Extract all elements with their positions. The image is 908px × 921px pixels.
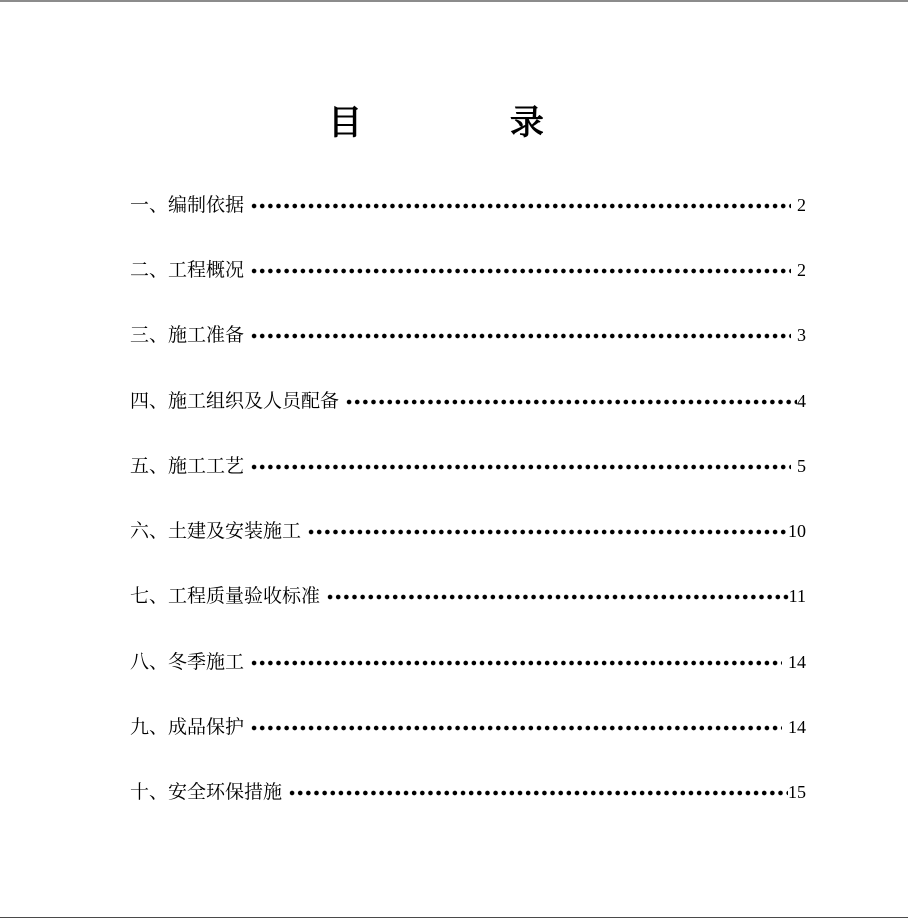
toc-entry-label: 二、工程概况: [130, 258, 245, 281]
toc-entry-label: 五、施工工艺: [130, 454, 245, 477]
toc-entry-10[interactable]: [130, 760, 806, 825]
toc-entry-page: 15: [788, 782, 806, 803]
toc-entry-page: 14: [788, 651, 806, 672]
bottom-border: [0, 917, 908, 918]
toc-entry-page: 4: [797, 390, 806, 411]
toc-entry-label: 十、安全环保措施: [130, 781, 283, 804]
toc-entry-4[interactable]: [130, 368, 806, 433]
dot-leader: [250, 268, 791, 274]
toc-entry-7[interactable]: [130, 564, 806, 629]
dot-leader: [345, 399, 797, 405]
toc-entry-page: 14: [788, 717, 806, 738]
top-border: [0, 0, 908, 2]
toc-entry-9[interactable]: [130, 694, 806, 759]
toc-entry-page: 10: [788, 521, 806, 542]
dot-leader: [250, 660, 782, 666]
dot-leader: [250, 725, 782, 731]
toc-entry-1[interactable]: [130, 172, 806, 237]
toc-entry-label: 八、冬季施工: [130, 650, 245, 673]
toc-entry-page: 3: [797, 325, 806, 346]
toc-entry-label: 六、土建及安装施工: [130, 520, 302, 543]
dot-leader: [307, 529, 788, 535]
toc-entry-label: 四、施工组织及人员配备: [130, 389, 340, 412]
table-of-contents: [130, 172, 806, 825]
toc-entry-6[interactable]: [130, 498, 806, 563]
toc-entry-8[interactable]: [130, 629, 806, 694]
dot-leader: [288, 790, 788, 796]
toc-entry-label: 三、施工准备: [130, 324, 245, 347]
toc-entry-2[interactable]: [130, 237, 806, 302]
toc-entry-page: 11: [788, 586, 806, 607]
toc-entry-5[interactable]: [130, 433, 806, 498]
dot-leader: [250, 203, 791, 209]
toc-entry-label: 七、工程质量验收标准: [130, 585, 321, 608]
toc-entry-3[interactable]: [130, 303, 806, 368]
toc-entry-page: 2: [797, 259, 806, 280]
toc-title: 目 录: [328, 103, 612, 143]
toc-entry-label: 九、成品保护: [130, 716, 245, 739]
dot-leader: [250, 333, 791, 339]
toc-entry-label: 一、编制依据: [130, 193, 245, 216]
toc-entry-page: 5: [797, 455, 806, 476]
toc-entry-page: 2: [797, 194, 806, 215]
dot-leader: [326, 594, 789, 600]
dot-leader: [250, 464, 791, 470]
